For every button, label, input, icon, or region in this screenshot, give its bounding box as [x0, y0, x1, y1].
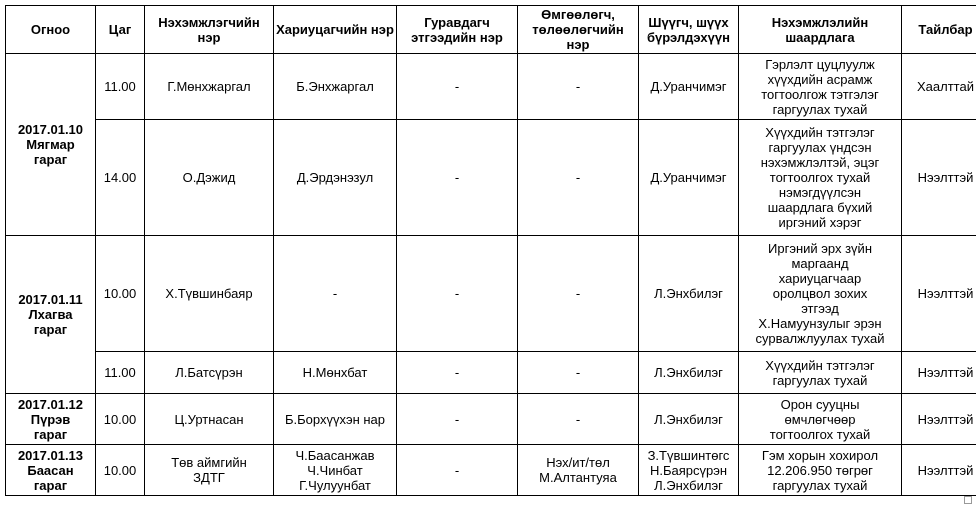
header-row	[6, 6, 976, 54]
judge-cell: Д.Уранчимэг	[639, 54, 739, 120]
table-row	[6, 236, 976, 352]
time-cell: 10.00	[96, 445, 145, 496]
note-cell: Хаалттай	[902, 54, 976, 120]
judge-cell: Д.Уранчимэг	[639, 120, 739, 236]
court-schedule-table	[5, 5, 976, 496]
time-cell: 10.00	[96, 236, 145, 352]
time-cell: 11.00	[96, 352, 145, 394]
judge-cell: Л.Энхбилэг	[639, 394, 739, 445]
plaintiff-cell: Г.Мөнхжаргал	[145, 54, 274, 120]
claim-cell: Хүүхдийн тэтгэлэг гаргуулах үндсэн нэхэмжлэлтэй, эцэг тогтоолгох тухай нэмэгдүүлсэн шаардлага бүхий иргэний хэрэг	[739, 120, 902, 236]
header-judge: Шүүгч, шүүх бүрэлдэхүүн	[639, 6, 739, 54]
third-party-cell: -	[397, 445, 518, 496]
defendant-cell: Н.Мөнхбат	[274, 352, 397, 394]
header-plaintiff: Нэхэмжлэгчийн нэр	[145, 6, 274, 54]
header-lawyer: Өмгөөлөгч, төлөөлөгчийн нэр	[518, 6, 639, 54]
judge-cell: З.Түвшинтөгс Н.Баярсүрэн Л.Энхбилэг	[639, 445, 739, 496]
claim-cell: Хүүхдийн тэтгэлэг гаргуулах тухай	[739, 352, 902, 394]
claim-cell: Гэрлэлт цуцлуулж хүүхдийн асрамж тогтоолгож тэтгэлэг гаргуулах тухай	[739, 54, 902, 120]
defendant-cell: Д.Эрдэнэзул	[274, 120, 397, 236]
third-party-cell: -	[397, 352, 518, 394]
plaintiff-cell: Ц.Уртнасан	[145, 394, 274, 445]
header-date: Огноо	[6, 6, 96, 54]
third-party-cell: -	[397, 236, 518, 352]
third-party-cell: -	[397, 54, 518, 120]
time-cell: 10.00	[96, 394, 145, 445]
plaintiff-cell: Төв аймгийн ЗДТГ	[145, 445, 274, 496]
header-note: Тайлбар	[902, 6, 976, 54]
defendant-cell: Б.Борхүүхэн нар	[274, 394, 397, 445]
lawyer-cell: Нэх/ит/төл М.Алтантуяа	[518, 445, 639, 496]
note-cell: Нээлттэй	[902, 120, 976, 236]
lawyer-cell: -	[518, 236, 639, 352]
lawyer-cell: -	[518, 54, 639, 120]
lawyer-cell: -	[518, 120, 639, 236]
judge-cell: Л.Энхбилэг	[639, 236, 739, 352]
date-cell: 2017.01.12 Пүрэв гараг	[6, 394, 96, 445]
lawyer-cell: -	[518, 394, 639, 445]
note-cell: Нээлттэй	[902, 352, 976, 394]
date-cell: 2017.01.11 Лхагва гараг	[6, 236, 96, 394]
table-row	[6, 394, 976, 445]
note-cell: Нээлттэй	[902, 394, 976, 445]
time-cell: 14.00	[96, 120, 145, 236]
table-row	[6, 120, 976, 236]
third-party-cell: -	[397, 394, 518, 445]
header-claim: Нэхэмжлэлийн шаардлага	[739, 6, 902, 54]
defendant-cell: -	[274, 236, 397, 352]
third-party-cell: -	[397, 120, 518, 236]
plaintiff-cell: О.Дэжид	[145, 120, 274, 236]
note-cell: Нээлттэй	[902, 236, 976, 352]
defendant-cell: Ч.Баасанжав Ч.Чинбат Г.Чулуунбат	[274, 445, 397, 496]
header-defendant: Хариуцагчийн нэр	[274, 6, 397, 54]
claim-cell: Гэм хорын хохирол 12.206.950 төгрөг гаргуулах тухай	[739, 445, 902, 496]
table-resize-handle[interactable]	[964, 496, 972, 504]
plaintiff-cell: Л.Батсүрэн	[145, 352, 274, 394]
claim-cell: Орон сууцны өмчлөгчөөр тогтоолгох тухай	[739, 394, 902, 445]
defendant-cell: Б.Энхжаргал	[274, 54, 397, 120]
lawyer-cell: -	[518, 352, 639, 394]
header-time: Цаг	[96, 6, 145, 54]
claim-cell: Иргэний эрх зүйн маргаанд хариуцагчаар оролцвол зохих этгээд Х.Намуунзулыг эрэн сурвалжлуулах тухай	[739, 236, 902, 352]
judge-cell: Л.Энхбилэг	[639, 352, 739, 394]
date-cell: 2017.01.10 Мягмар гараг	[6, 54, 96, 236]
note-cell: Нээлттэй	[902, 445, 976, 496]
plaintiff-cell: Х.Түвшинбаяр	[145, 236, 274, 352]
time-cell: 11.00	[96, 54, 145, 120]
table-row	[6, 54, 976, 120]
table-row	[6, 445, 976, 496]
date-cell: 2017.01.13 Баасан гараг	[6, 445, 96, 496]
header-third-party: Гуравдагч этгээдийн нэр	[397, 6, 518, 54]
table-row	[6, 352, 976, 394]
